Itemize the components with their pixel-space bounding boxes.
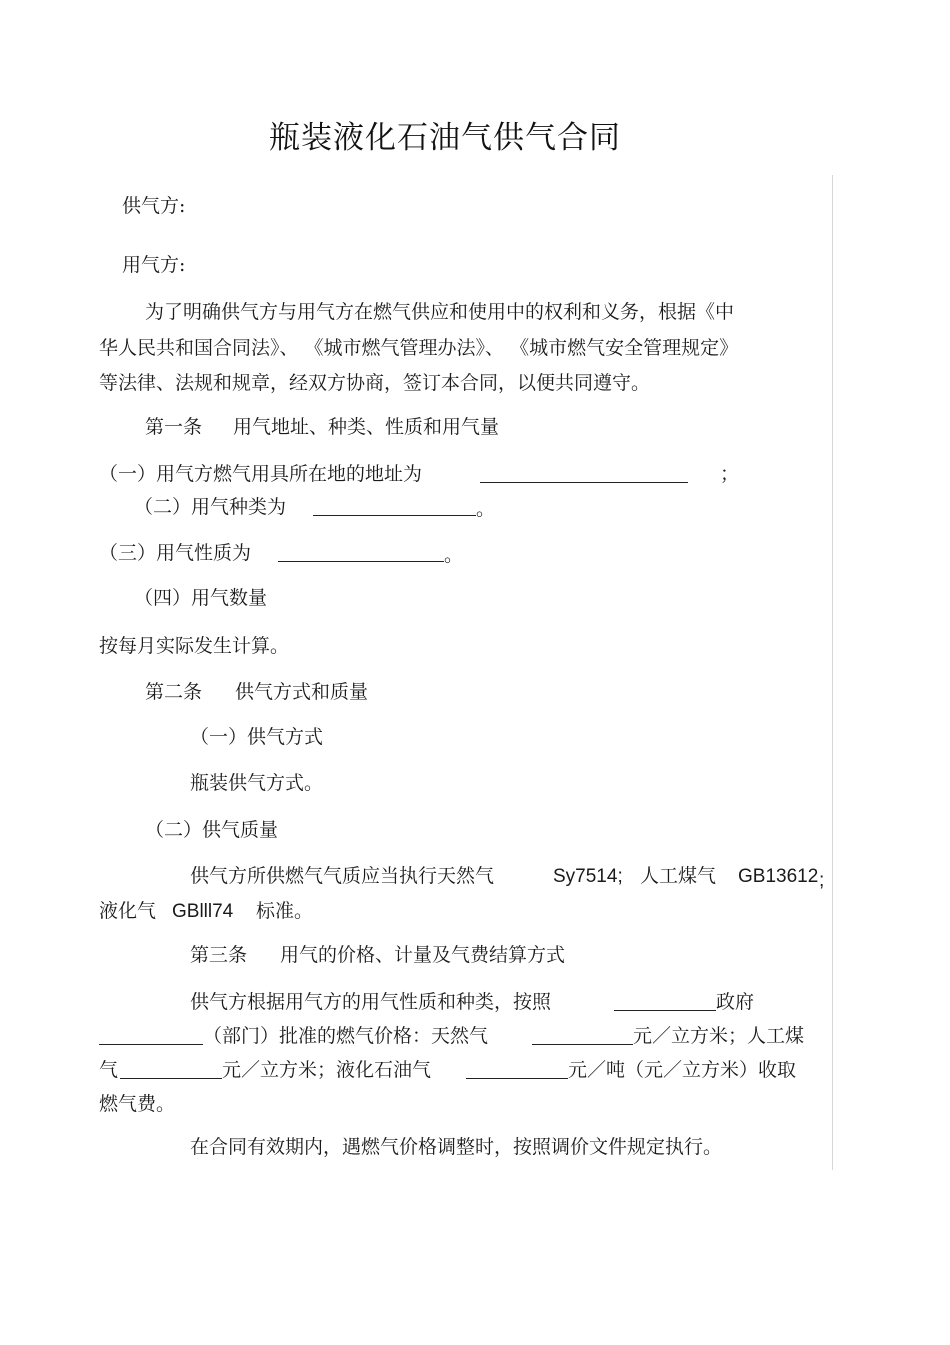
- article3-number: 第三条: [190, 944, 248, 966]
- article1-item1-end: ；: [720, 463, 740, 485]
- article1-item3: （三）用气性质为: [99, 542, 252, 564]
- document-title: 瓶装液化石油气供气合同: [269, 120, 621, 156]
- margin-rule: [832, 175, 833, 1170]
- preamble-line-3: 等法律、法规和规章，经双方协商，签订本合同，以便共同遵守。: [99, 372, 651, 394]
- article3-p2-b: 元／立方米；人工煤: [633, 1025, 805, 1047]
- article2-item1: （一）供气方式: [190, 726, 324, 748]
- article2-number: 第二条: [145, 681, 203, 703]
- article1-item4-text: 按每月实际发生计算。: [99, 635, 290, 657]
- article3-p1-b: 政府: [716, 991, 755, 1013]
- article1-item4: （四）用气数量: [134, 587, 268, 609]
- gas-nature-blank: [278, 542, 444, 562]
- quality-std-coal-gas-end: ;: [819, 870, 825, 891]
- government-blank: [614, 991, 716, 1011]
- preamble-line-1: 为了明确供气方与用气方在燃气供应和使用中的权利和义务，根据《中: [145, 301, 735, 323]
- department-blank: [99, 1025, 203, 1045]
- article1-item3-end: 。: [444, 544, 464, 566]
- quality-text-c: 人工煤气: [640, 865, 717, 887]
- article3-heading: 用气的价格、计量及气费结算方式: [280, 944, 566, 966]
- article3-p5: 在合同有效期内，遇燃气价格调整时，按照调价文件规定执行。: [190, 1136, 723, 1158]
- quality-std-natural-gas: Sy7514;: [553, 866, 623, 887]
- gas-type-blank: [313, 496, 476, 516]
- article3-p3-b: 元／立方米；液化石油气: [222, 1059, 432, 1081]
- address-blank: [480, 463, 688, 483]
- article3-p3-a: 气: [99, 1059, 119, 1081]
- quality-std-lpg: GBlll74: [172, 901, 234, 922]
- quality-text-e: 液化气: [99, 900, 157, 922]
- supplier-label: 供气方:: [122, 195, 186, 217]
- preamble-line-2: 华人民共和国合同法》、 《城市燃气管理办法》、 《城市燃气安全管理规定》: [99, 337, 739, 359]
- lpg-price-blank: [466, 1059, 568, 1079]
- article2-item1-text: 瓶装供气方式。: [190, 772, 324, 794]
- natural-gas-price-blank: [532, 1025, 633, 1045]
- user-label: 用气方:: [122, 254, 186, 276]
- article2-item2: （二）供气质量: [145, 819, 279, 841]
- article3-p4: 燃气费。: [99, 1093, 176, 1115]
- quality-text-g: 标准。: [256, 900, 314, 922]
- article1-heading: 用气地址、种类、性质和用气量: [233, 416, 500, 438]
- article2-heading: 供气方式和质量: [235, 681, 369, 703]
- article1-item1: （一）用气方燃气用具所在地的地址为: [99, 463, 423, 485]
- article3-p1-a: 供气方根据用气方的用气性质和种类，按照: [190, 991, 552, 1013]
- quality-std-coal-gas: GB13612: [738, 866, 819, 887]
- coal-gas-price-blank: [120, 1059, 222, 1079]
- article3-p2-a: （部门）批准的燃气价格：天然气: [203, 1025, 489, 1047]
- article1-item2-end: 。: [476, 498, 496, 520]
- article3-p3-c: 元／吨（元／立方米）收取: [568, 1059, 797, 1081]
- article1-number: 第一条: [145, 416, 203, 438]
- article1-item2: （二）用气种类为: [134, 496, 287, 518]
- quality-text-a: 供气方所供燃气气质应当执行天然气: [190, 865, 495, 887]
